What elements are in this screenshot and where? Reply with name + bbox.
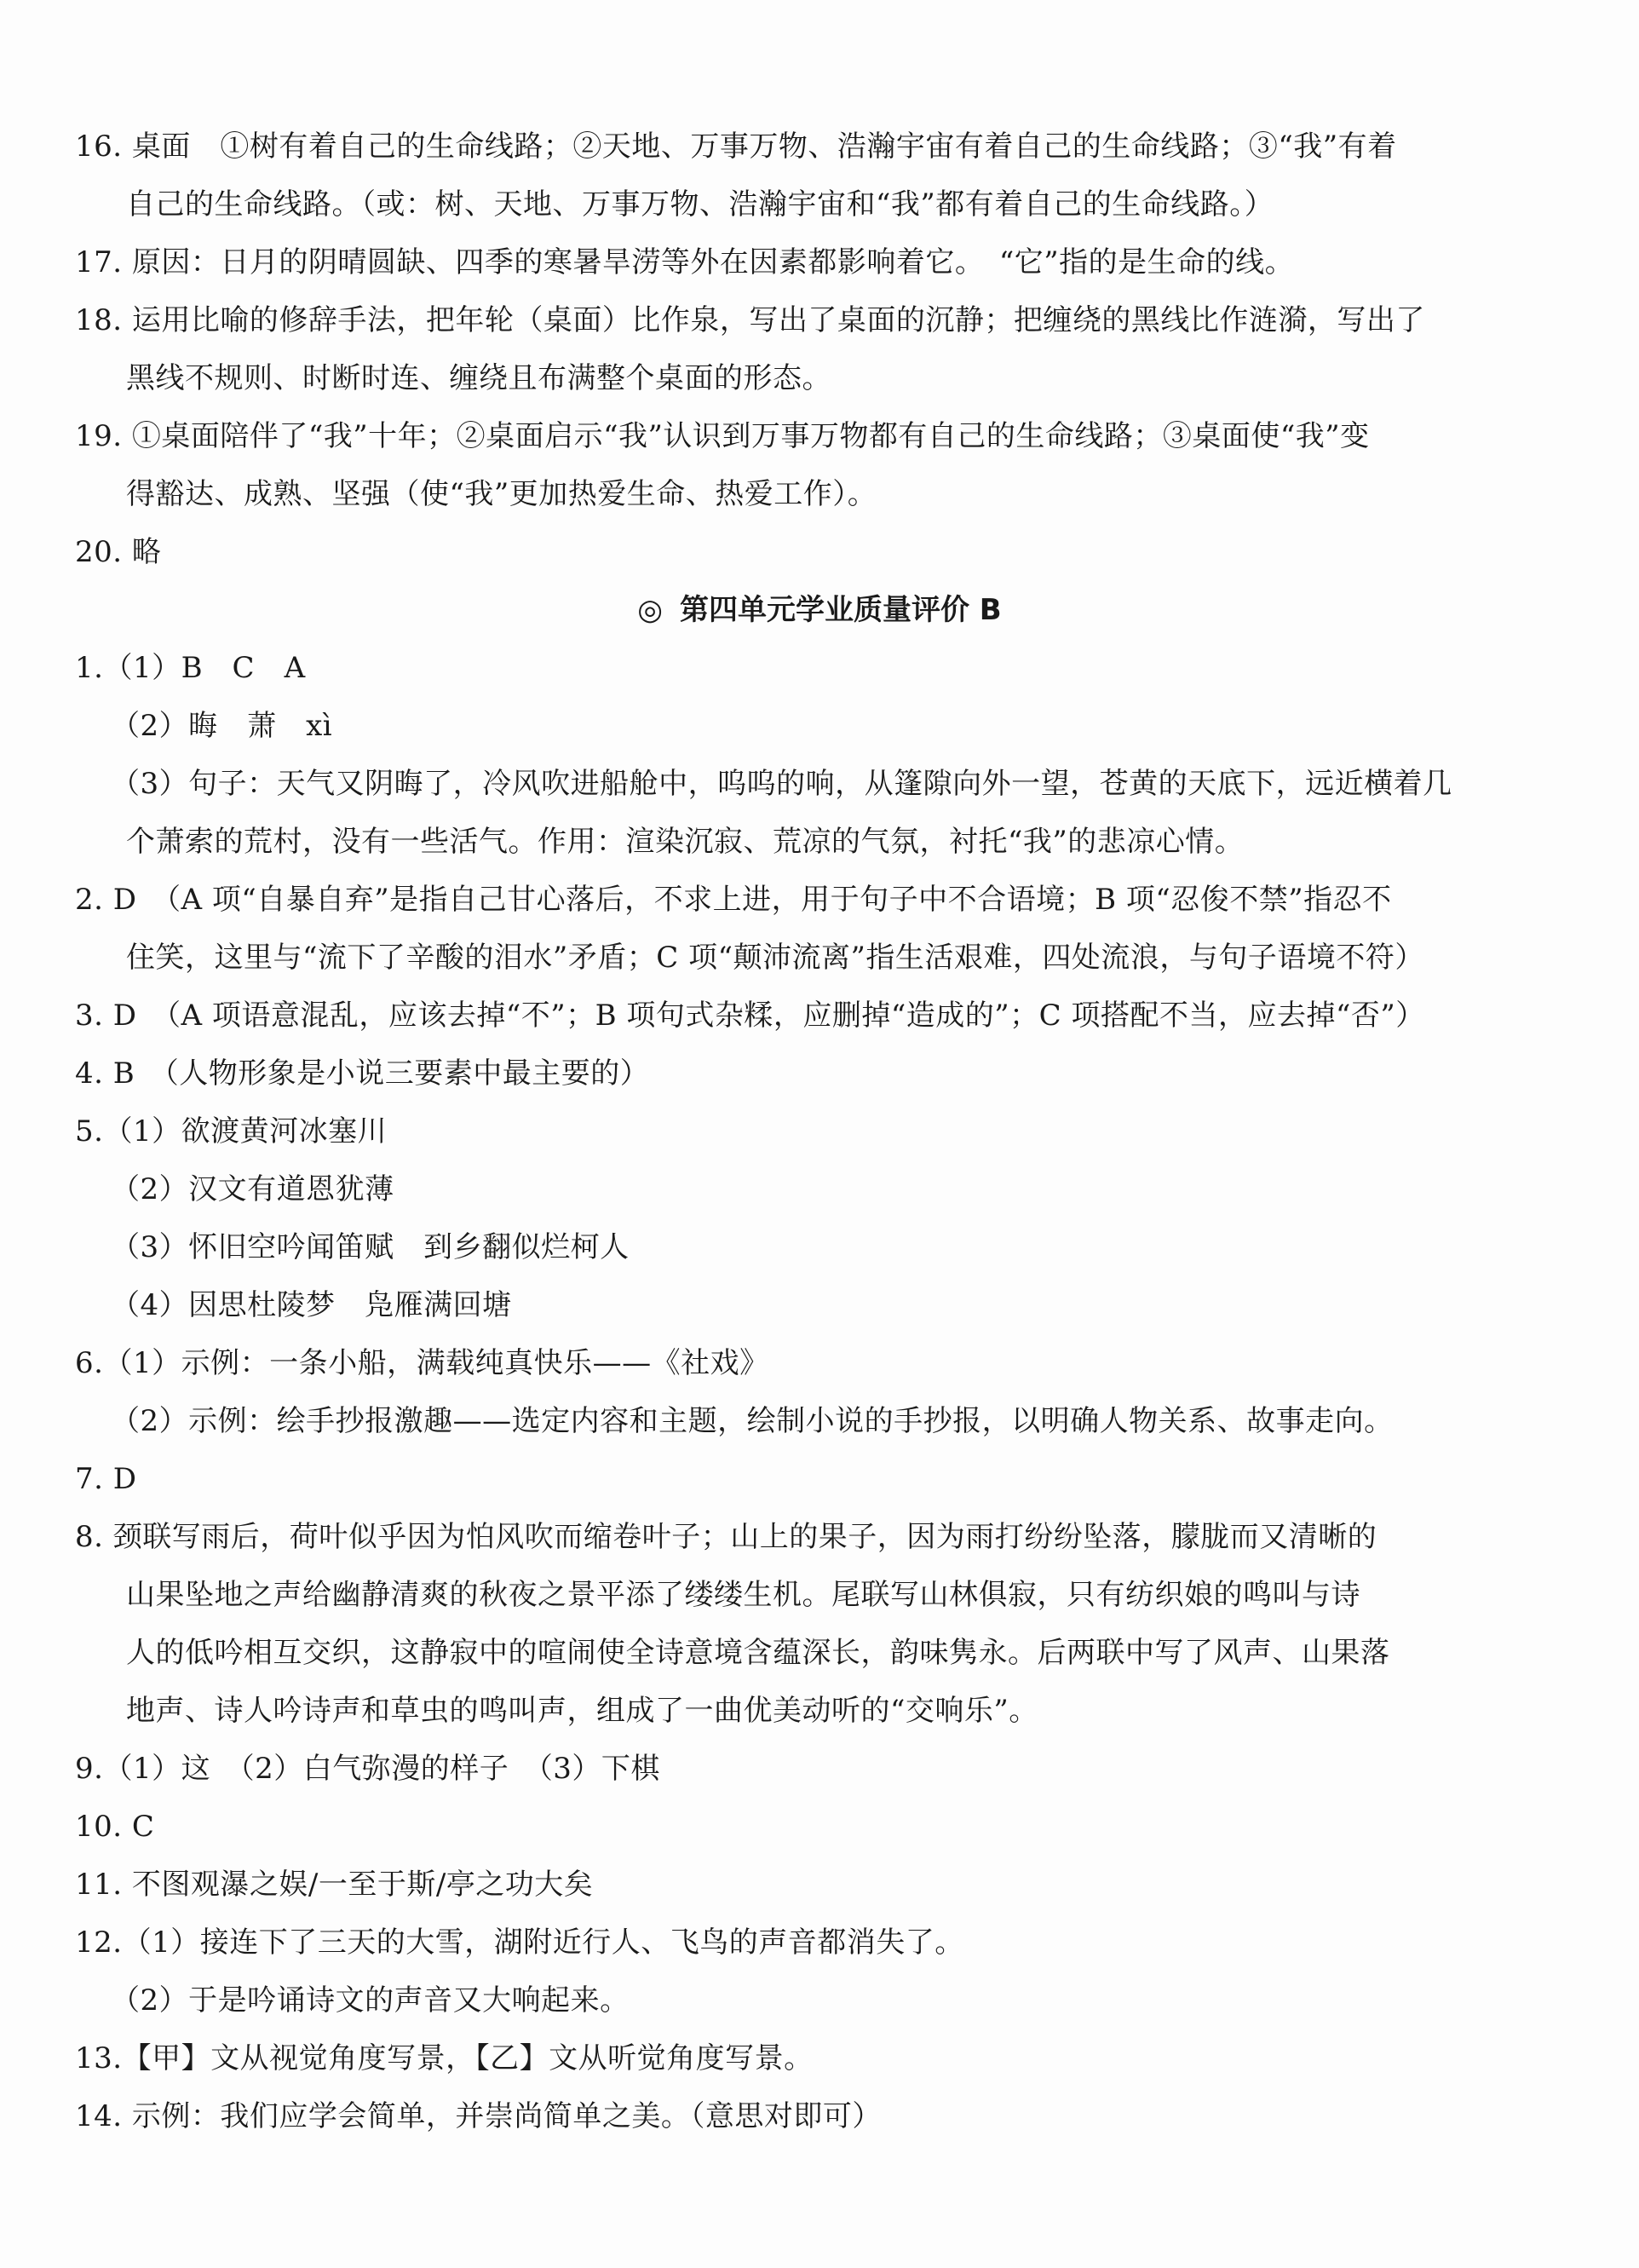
answer-line-11: 11. 不图观瀑之娱/一至于斯/亭之功大矣 xyxy=(75,1868,594,1902)
answer-line-19a: 19. ①桌面陪伴了“我”十年；②桌面启示“我”认识到万事万物都有自己的生命线路；③桌面使“我”变 xyxy=(75,419,1370,453)
answer-line-16a: 16. 桌面 ①树有着自己的生命线路；②天地、万事万物、浩瀚宇宙有着自己的生命线路；③“我”有着 xyxy=(75,130,1397,164)
answer-line-2b: 住笑，这里与“流下了辛酸的泪水”矛盾；C 项“颠沛流离”指生活艰难，四处流浪，与句子语境不符） xyxy=(126,941,1424,975)
section-title-mark: ◎ xyxy=(637,593,663,627)
answer-line-5-4: （4）因思杜陵梦 凫雁满回塘 xyxy=(111,1288,512,1322)
answer-line-6-1: 6.（1）示例：一条小船，满载纯真快乐——《社戏》 xyxy=(75,1346,769,1380)
answer-line-5-3: （3）怀旧空吟闻笛赋 到乡翻似烂柯人 xyxy=(111,1230,630,1264)
answer-line-3: 3. D （A 项语意混乱，应该去掉“不”；B 项句式杂糅，应删掉“造成的”；C 项搭配不当，应去掉“否”） xyxy=(75,999,1425,1033)
answer-line-8b: 山果坠地之声给幽静清爽的秋夜之景平添了缕缕生机。尾联写山林俱寂，只有纺织娘的鸣叫与诗 xyxy=(126,1578,1360,1612)
answer-line-1-2: （2）晦 萧 xì xyxy=(111,709,333,743)
answer-line-18a: 18. 运用比喻的修辞手法，把年轮（桌面）比作泉，写出了桌面的沉静；把缠绕的黑线比作涟漪，写出了 xyxy=(75,303,1425,337)
answer-line-8d: 地声、诗人吟诗声和草虫的鸣叫声，组成了一曲优美动听的“交响乐”。 xyxy=(126,1694,1038,1728)
answer-line-13: 13.【甲】文从视觉角度写景，【乙】文从听觉角度写景。 xyxy=(75,2041,814,2075)
answer-line-2a: 2. D （A 项“自暴自弃”是指自己甘心落后，不求上进，用于句子中不合语境；B 项“忍俊不禁”指忍不 xyxy=(75,883,1392,917)
answer-line-1-3a: （3）句子：天气又阴晦了，冷风吹进船舱中，呜呜的响，从篷隙向外一望，苍黄的天底下，远近横着几 xyxy=(111,767,1452,801)
answer-line-12-1: 12.（1）接连下了三天的大雪，湖附近行人、飞鸟的声音都消失了。 xyxy=(75,1925,964,1960)
answer-line-1-3b: 个萧索的荒村，没有一些活气。作用：渲染沉寂、荒凉的气氛，衬托“我”的悲凉心情。 xyxy=(126,825,1245,859)
answer-line-5-1: 5.（1）欲渡黄河冰塞川 xyxy=(75,1114,388,1148)
section-title xyxy=(0,593,1639,627)
answer-line-18b: 黑线不规则、时断时连、缠绕且布满整个桌面的形态。 xyxy=(126,361,831,395)
answer-line-9: 9.（1）这 （2）白气弥漫的样子 （3）下棋 xyxy=(75,1752,660,1786)
answer-line-14: 14. 示例：我们应学会简单，并崇尚简单之美。（意思对即可） xyxy=(75,2099,882,2133)
answer-line-10: 10. C xyxy=(75,1810,155,1844)
answer-line-6-2: （2）示例：绘手抄报激趣——选定内容和主题，绘制小说的手抄报，以明确人物关系、故事走向。 xyxy=(111,1404,1394,1438)
answer-line-19b: 得豁达、成熟、坚强（使“我”更加热爱生命、热爱工作）。 xyxy=(126,477,877,511)
answer-line-12-2: （2）于是吟诵诗文的声音又大响起来。 xyxy=(111,1983,630,2018)
answer-line-8c: 人的低吟相互交织，这静寂中的喧闹使全诗意境含蕴深长，韵味隽永。后两联中写了风声、山果落 xyxy=(126,1636,1390,1670)
answer-line-17: 17. 原因：日月的阴晴圆缺、四季的寒暑旱涝等外在因素都影响着它。 “它”指的是生命的线。 xyxy=(75,245,1295,279)
answer-line-8a: 8. 颈联写雨后，荷叶似乎因为怕风吹而缩卷叶子；山上的果子，因为雨打纷纷坠落，朦胧而又清晰的 xyxy=(75,1520,1377,1554)
answer-line-1-1: 1.（1）B C A xyxy=(75,651,306,685)
answer-line-20: 20. 略 xyxy=(75,535,162,569)
section-title-text: 第四单元学业质量评价 B xyxy=(679,593,1002,627)
answer-line-4: 4. B （人物形象是小说三要素中最主要的） xyxy=(75,1056,650,1091)
answer-line-16b: 自己的生命线路。（或：树、天地、万事万物、浩瀚宇宙和“我”都有着自己的生命线路。） xyxy=(126,187,1274,222)
answer-line-5-2: （2）汉文有道恩犹薄 xyxy=(111,1172,394,1206)
answer-line-7: 7. D xyxy=(75,1462,137,1496)
